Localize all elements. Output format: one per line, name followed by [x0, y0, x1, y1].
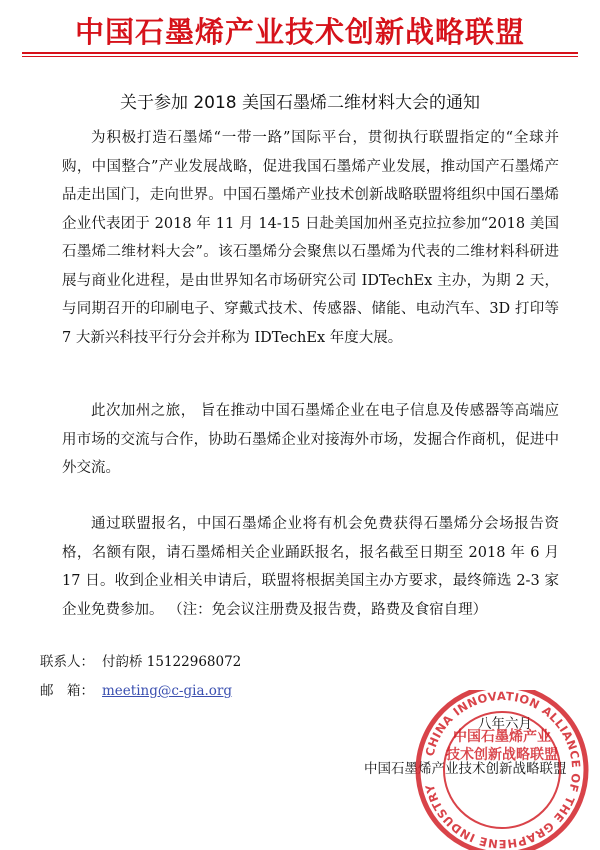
- seal-icon: [412, 690, 592, 850]
- notice-paragraph-2: 此次加州之旅， 旨在推动中国石墨烯企业在电子信息及传感器等高端应用市场的交流与合作，协助石墨烯企业对接海外市场，发掘合作商机，促进中外交流。: [62, 403, 559, 476]
- letterhead-title: 中国石墨烯产业技术创新战略联盟: [74, 15, 525, 49]
- seal-center-text: [442, 728, 562, 764]
- notice-signature: 中国石墨烯产业技术创新战略联盟: [364, 761, 567, 777]
- letterhead-rule-thick: [22, 52, 578, 54]
- seal-center-line-1: 中国石墨烯产业: [453, 729, 551, 745]
- contact-person-line: [40, 652, 241, 672]
- notice-paragraph-3: 通过联盟报名，中国石墨烯企业将有机会免费获得石墨烯分会场报告资格，名额有限，请石墨烯相关企业踊跃报名，报名截至日期至 2018 年 6 月 17 日。收到企业相关申请后，联盟将根据美国主办方要求，最终筛选 2-3 家企业免费参加。 （注：免会议注册费及报告费，路费及食宿自理）: [62, 516, 559, 618]
- letterhead-rule-thin: [22, 56, 578, 57]
- notice-paragraph-1: 为积极打造石墨烯“一带一路”国际平台，贯彻执行联盟指定的“全球并购，中国整合”产业发展战略，促进我国石墨烯产业发展，推动国产石墨烯产品走出国门，走向世界。中国石墨烯产业技术创新战略联盟将组织中国石墨烯企业代表团于 2018 年 11 月 14-15 日赴美国加州圣克拉拉参加“2018 美国石墨烯二维材料大会”。该石墨烯分会聚焦以石墨烯为代表的二维材料科研进展与商业化进程，是由世界知名市场研究公司 IDTechEx 主办，为期 2 天，与同期召开的印刷电子、穿戴式技术、传感器、储能、电动汽车、3D 打印等 7 大新兴科技平行分会并称为 IDTechEx 年度大展。: [62, 130, 559, 346]
- seal-center-line-2: 技术创新战略联盟: [446, 747, 558, 763]
- contact-person-value: 付韵桥 15122968072: [102, 654, 242, 670]
- contact-email-label: 邮 箱：: [40, 683, 94, 699]
- svg-text:CHINA INNOVATION ALLIANCE OF T: CHINA INNOVATION ALLIANCE OF THE GRAPHENE INDUSTRY: [422, 690, 584, 850]
- notice-date: 八年六月: [478, 716, 532, 732]
- contact-person-label: 联系人：: [40, 654, 94, 670]
- official-seal: [412, 690, 592, 850]
- contact-email-link[interactable]: meeting@c-gia.org: [102, 683, 233, 699]
- contact-email-line: [40, 681, 232, 701]
- notice-title: 关于参加 2018 美国石墨烯二维材料大会的通知: [119, 93, 481, 113]
